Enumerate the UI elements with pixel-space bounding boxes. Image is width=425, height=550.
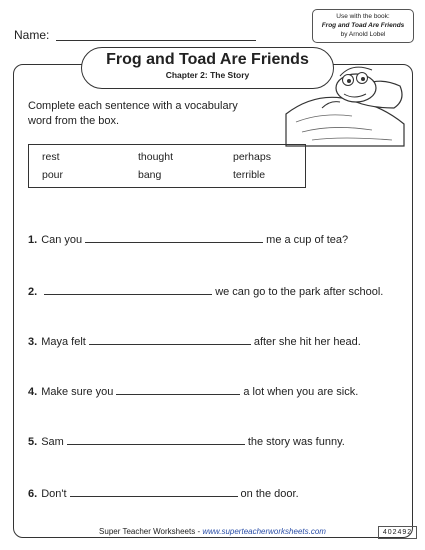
question-number: 2. xyxy=(28,286,38,298)
question-3 xyxy=(28,334,361,348)
question-text-before: Sam xyxy=(41,436,64,448)
question-1 xyxy=(28,232,348,246)
question-number: 3. xyxy=(28,336,38,348)
vocab-word: thought xyxy=(138,151,174,163)
answer-blank[interactable] xyxy=(116,384,240,395)
footer-site-name: Super Teacher Worksheets - xyxy=(99,527,203,536)
title-banner xyxy=(81,47,334,89)
question-text-before: Can you xyxy=(41,234,83,246)
question-text-before: Maya felt xyxy=(41,336,86,348)
question-text-after: the story was funny. xyxy=(247,436,345,448)
question-text-after: after she hit her head. xyxy=(253,336,361,348)
worksheet-code: 402492 xyxy=(378,526,417,539)
question-number: 6. xyxy=(28,488,38,500)
question-text-before: Don't xyxy=(41,488,67,500)
footer-url-link[interactable]: www.superteacherworksheets.com xyxy=(202,527,326,536)
answer-blank[interactable] xyxy=(89,334,251,345)
question-text-after: me a cup of tea? xyxy=(266,234,349,246)
vocab-word: bang xyxy=(138,169,162,181)
vocab-word: rest xyxy=(42,151,60,163)
question-number: 4. xyxy=(28,386,38,398)
chapter-subtitle: Chapter 2: The Story xyxy=(165,70,250,80)
vocab-word: terrible xyxy=(233,169,266,181)
answer-blank[interactable] xyxy=(67,434,245,445)
vocab-word: perhaps xyxy=(233,151,271,163)
question-4 xyxy=(28,384,358,398)
question-number: 5. xyxy=(28,436,38,448)
question-text-after: a lot when you are sick. xyxy=(243,386,359,398)
question-text-after: we can go to the park after school. xyxy=(215,286,384,298)
use-with-label: Use with the book: xyxy=(336,13,390,20)
instructions: Complete each sentence with a vocabulary word from the box. xyxy=(28,100,238,127)
book-author: by Arnold Lobel xyxy=(340,31,386,38)
question-text-before: Make sure you xyxy=(41,386,114,398)
question-text-after: on the door. xyxy=(240,488,299,500)
name-label: Name: xyxy=(14,28,50,42)
question-6 xyxy=(28,486,299,500)
answer-blank[interactable] xyxy=(85,232,263,243)
question-5 xyxy=(28,434,345,448)
question-number: 1. xyxy=(28,234,38,246)
book-title: Frog and Toad Are Friends xyxy=(321,22,405,29)
page-title: Frog and Toad Are Friends xyxy=(106,51,309,68)
vocabulary-word-box xyxy=(28,144,306,188)
footer xyxy=(0,527,425,536)
answer-blank[interactable] xyxy=(70,486,238,497)
answer-blank[interactable] xyxy=(44,284,212,295)
name-field[interactable] xyxy=(56,40,256,41)
vocab-word: pour xyxy=(42,169,64,181)
book-reference-box xyxy=(312,9,414,43)
question-2 xyxy=(28,284,383,298)
